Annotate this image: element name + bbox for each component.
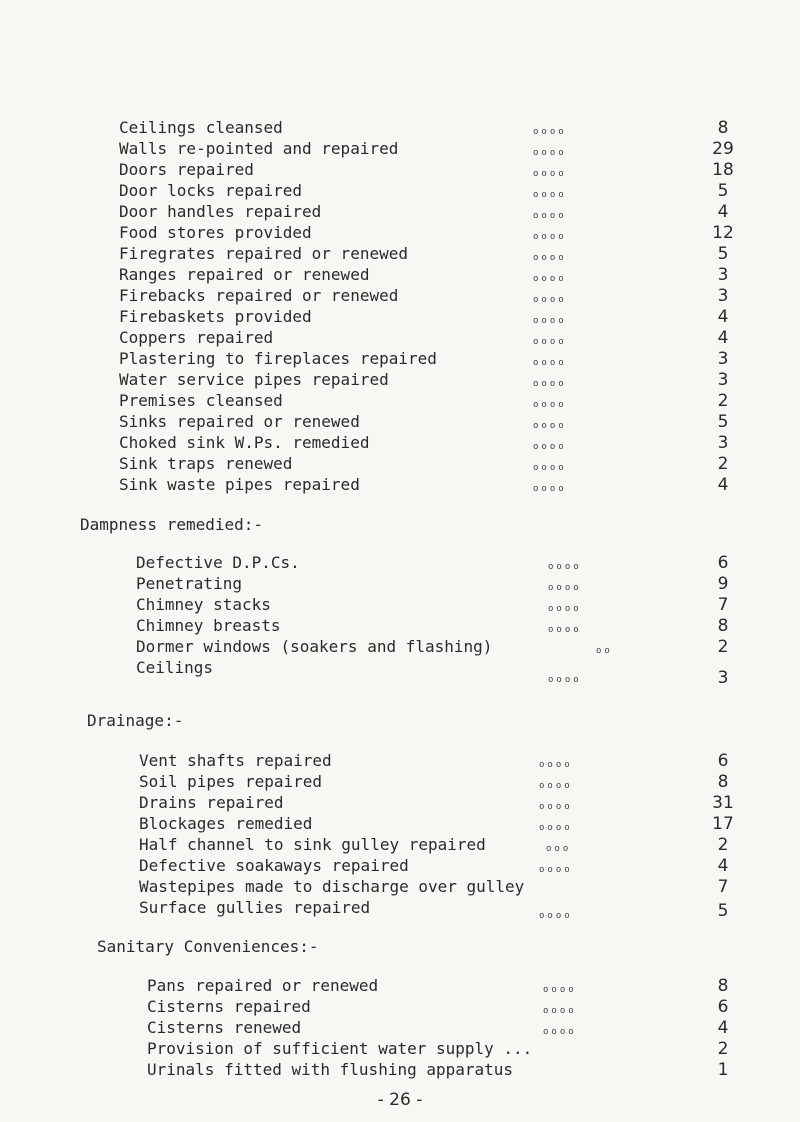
leader-dots: oooo [543,1027,577,1037]
item-count: 7 [717,595,729,615]
item-label: Water service pipes repaired [119,370,389,389]
item-count: 3 [717,370,729,390]
leader-dots: oooo [533,358,567,368]
item-count: 5 [717,244,729,264]
leader-dots: oooo [533,127,567,137]
leader-dots: oooo [543,985,577,995]
item-label: Half channel to sink gulley repaired [139,835,486,854]
leader-dots: oooo [533,169,567,179]
item-count: 2 [717,391,729,411]
item-label: Doors repaired [119,160,254,179]
item-label: Penetrating [136,574,242,593]
item-label: Firegrates repaired or renewed [119,244,408,263]
item-label: Plastering to fireplaces repaired [119,349,437,368]
item-label: Walls re-pointed and repaired [119,139,399,158]
item-count: 12 [712,223,734,243]
leader-dots: oooo [533,463,567,473]
item-label: Sink waste pipes repaired [119,475,360,494]
item-count: 3 [717,433,729,453]
item-count: 4 [717,475,729,495]
section-heading-sanitary: Sanitary Conveniences:- [97,937,319,956]
leader-dots: oooo [539,865,573,875]
leader-dots: oooo [533,484,567,494]
item-count: 4 [717,1018,729,1038]
item-label: Ceilings cleansed [119,118,283,137]
item-count: 8 [717,772,729,792]
item-label: Defective D.P.Cs. [136,553,300,572]
item-label: Cisterns repaired [147,997,311,1016]
item-count: 6 [717,751,729,771]
item-count: 5 [717,181,729,201]
item-label: Pans repaired or renewed [147,976,379,995]
item-label: Firebacks repaired or renewed [119,286,399,305]
item-label: Urinals fitted with flushing apparatus [147,1060,514,1079]
leader-dots: oooo [548,625,582,635]
leader-dots: oooo [548,604,582,614]
leader-dots: oooo [539,823,573,833]
leader-dots: oooo [543,1006,577,1016]
item-count: 5 [717,412,729,432]
item-label: Soil pipes repaired [139,772,323,791]
leader-dots: oooo [533,316,567,326]
leader-dots: oooo [539,911,573,921]
leader-dots: oooo [533,253,567,263]
item-count: 7 [717,877,729,897]
item-count: 3 [717,668,729,688]
item-count: 6 [717,997,729,1017]
item-label: Firebaskets provided [119,307,312,326]
item-label: Wastepipes made to discharge over gulley [139,877,525,896]
item-count: 8 [717,976,729,996]
item-label: Food stores provided [119,223,312,242]
page-number: - 26 - [377,1090,423,1110]
leader-dots: ooo [546,844,572,854]
item-label: Defective soakaways repaired [139,856,409,875]
item-count: 4 [717,307,729,327]
item-label: Vent shafts repaired [139,751,332,770]
item-count: 4 [717,856,729,876]
item-label: Dormer windows (soakers and flashing) [136,637,493,656]
item-label: Surface gullies repaired [139,898,371,917]
item-label: Provision of sufficient water supply ... [147,1039,533,1058]
item-count: 17 [712,814,734,834]
item-count: 3 [717,265,729,285]
item-count: 2 [717,835,729,855]
leader-dots: oooo [533,148,567,158]
leader-dots: oooo [533,421,567,431]
item-count: 4 [717,202,729,222]
item-label: Choked sink W.Ps. remedied [119,433,370,452]
leader-dots: oooo [548,675,582,685]
item-count: 29 [712,139,734,159]
leader-dots: oooo [533,295,567,305]
item-count: 8 [717,616,729,636]
section-heading-dampness: Dampness remedied:- [80,515,264,534]
leader-dots: oooo [533,400,567,410]
leader-dots: oooo [533,232,567,242]
item-label: Door handles repaired [119,202,322,221]
leader-dots: oooo [548,562,582,572]
item-label: Door locks repaired [119,181,303,200]
item-count: 3 [717,349,729,369]
leader-dots: oooo [533,190,567,200]
item-label: Coppers repaired [119,328,274,347]
item-count: 1 [717,1060,729,1080]
leader-dots: oo [596,646,613,656]
item-count: 4 [717,328,729,348]
item-count: 31 [712,793,734,813]
leader-dots: oooo [539,760,573,770]
item-label: Sink traps renewed [119,454,293,473]
item-count: 18 [712,160,734,180]
item-label: Chimney stacks [136,595,271,614]
item-label: Cisterns renewed [147,1018,302,1037]
item-count: 2 [717,1039,729,1059]
item-count: 5 [717,901,729,921]
item-label: Ceilings [136,658,214,677]
item-label: Sinks repaired or renewed [119,412,360,431]
leader-dots: oooo [539,781,573,791]
leader-dots: oooo [533,337,567,347]
leader-dots: oooo [533,442,567,452]
section-heading-drainage: Drainage:- [87,711,184,730]
item-label: Blockages remedied [139,814,313,833]
item-count: 2 [717,454,729,474]
item-count: 9 [717,574,729,594]
item-label: Chimney breasts [136,616,281,635]
leader-dots: oooo [533,274,567,284]
leader-dots: oooo [533,379,567,389]
item-count: 8 [717,118,729,138]
leader-dots: oooo [548,583,582,593]
item-label: Drains repaired [139,793,284,812]
item-count: 2 [717,637,729,657]
leader-dots: oooo [533,211,567,221]
leader-dots: oooo [539,802,573,812]
item-label: Ranges repaired or renewed [119,265,370,284]
item-label: Premises cleansed [119,391,283,410]
item-count: 6 [717,553,729,573]
item-count: 3 [717,286,729,306]
